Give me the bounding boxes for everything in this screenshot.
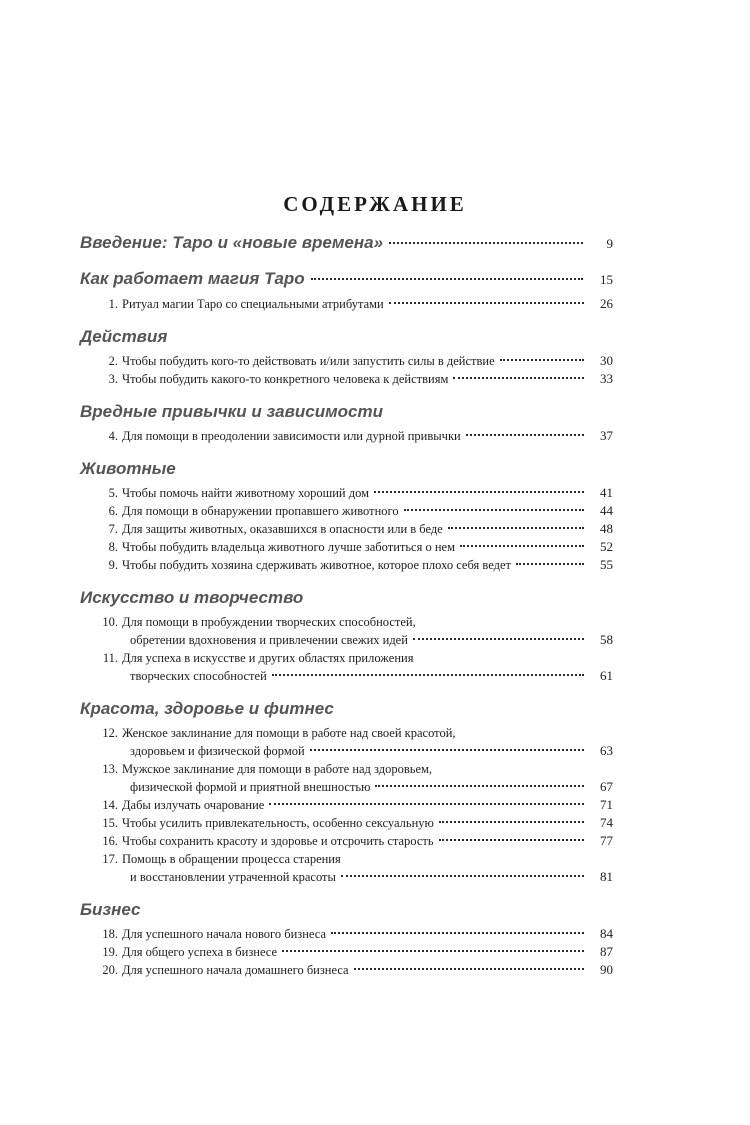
entry-line [80, 760, 613, 778]
dot-leader [375, 785, 584, 787]
toc-section [80, 232, 613, 255]
section-title: Бизнес [80, 900, 141, 919]
dot-leader [500, 359, 584, 361]
entry-line [80, 538, 613, 556]
entry-line [80, 667, 613, 685]
section-heading[interactable] [80, 268, 613, 291]
entry-number: 17. [102, 852, 118, 866]
entry-text: Чтобы помочь найти животному хороший дом [122, 486, 370, 500]
dot-leader [439, 821, 584, 823]
entry-text: Чтобы усилить привлекательность, особенно сексуальную [122, 816, 434, 830]
entry-line [80, 295, 613, 313]
entry-number: 3. [108, 372, 118, 386]
dot-leader [282, 950, 584, 952]
dot-leader [453, 377, 584, 379]
page-title: СОДЕРЖАНИЕ [283, 192, 467, 216]
entry-page-number: 26 [600, 296, 613, 311]
section-title: Вредные привычки и зависимости [80, 402, 384, 421]
entry-line [80, 943, 613, 961]
entry-page-number: 84 [600, 926, 613, 941]
entry-number: 5. [108, 486, 118, 500]
dot-leader [439, 839, 584, 841]
entry-text: Чтобы побудить владельца животного лучше заботиться о нем [122, 540, 455, 554]
entry-line [80, 502, 613, 520]
toc-entry[interactable] [80, 556, 613, 574]
entry-line [80, 868, 613, 886]
entry-line [80, 520, 613, 538]
section-heading[interactable] [80, 232, 613, 255]
toc-entry[interactable] [80, 649, 613, 685]
entry-line [80, 484, 613, 502]
entry-text: Мужское заклинание для помощи в работе над здоровьем, [122, 762, 433, 776]
entry-number: 9. [108, 558, 118, 572]
entry-number: 2. [108, 354, 118, 368]
entry-line [80, 814, 613, 832]
entry-page-number: 52 [600, 539, 613, 554]
toc-entry[interactable] [80, 427, 613, 445]
section-heading[interactable] [80, 458, 613, 480]
entry-number: 8. [108, 540, 118, 554]
entry-number: 12. [102, 726, 118, 740]
dot-leader [516, 563, 584, 565]
dot-leader [341, 875, 584, 877]
section-title: Животные [80, 459, 176, 478]
toc-entry[interactable] [80, 520, 613, 538]
entry-number: 13. [102, 762, 118, 776]
entry-page-number: 44 [600, 503, 613, 518]
dot-leader [374, 491, 584, 493]
entry-line [80, 649, 613, 667]
toc-section [80, 899, 613, 979]
toc-entry[interactable] [80, 760, 613, 796]
entry-page-number: 61 [600, 668, 613, 683]
entry-text: Чтобы побудить кого-то действовать и/или запустить силы в действие [122, 354, 495, 368]
dot-leader [354, 968, 584, 970]
entry-line [80, 352, 613, 370]
entry-text-continued: здоровьем и физической формой [130, 744, 305, 758]
toc-entry[interactable] [80, 850, 613, 886]
entry-number: 16. [102, 834, 118, 848]
section-heading[interactable] [80, 899, 613, 921]
toc-entry[interactable] [80, 502, 613, 520]
entry-text: Помощь в обращении процесса старения [122, 852, 341, 866]
section-title: Как работает магия Таро [80, 269, 305, 288]
dot-leader [269, 803, 584, 805]
entry-text-continued: и восстановлении утраченной красоты [130, 870, 336, 884]
section-title: Действия [80, 327, 168, 346]
dot-leader [448, 527, 584, 529]
entry-number: 6. [108, 504, 118, 518]
section-page-number: 9 [606, 236, 613, 251]
table-of-contents [80, 232, 613, 979]
entry-line [80, 724, 613, 742]
entry-text: Для защиты животных, оказавшихся в опасности или в беде [122, 522, 443, 536]
entry-line [80, 850, 613, 868]
dot-leader [404, 509, 584, 511]
dot-leader [389, 302, 584, 304]
entry-page-number: 41 [600, 485, 613, 500]
toc-section [80, 698, 613, 886]
entry-page-number: 33 [600, 371, 613, 386]
entry-line [80, 832, 613, 850]
entry-page-number: 74 [600, 815, 613, 830]
entry-text-continued: обретении вдохновения и привлечении свежих идей [130, 633, 408, 647]
entry-page-number: 37 [600, 428, 613, 443]
entry-text: Для успешного начала нового бизнеса [122, 927, 327, 941]
entry-number: 14. [102, 798, 118, 812]
dot-leader [311, 278, 583, 280]
toc-entry[interactable] [80, 832, 613, 850]
entry-text: Чтобы побудить какого-то конкретного человека к действиям [122, 372, 449, 386]
entry-number: 11. [102, 651, 118, 665]
toc-entry[interactable] [80, 943, 613, 961]
entry-line [80, 961, 613, 979]
entry-page-number: 81 [600, 869, 613, 884]
entry-text: Для помощи в обнаружении пропавшего животного [122, 504, 399, 518]
entry-number: 20. [102, 963, 118, 977]
toc-entry[interactable] [80, 295, 613, 313]
entry-text: Чтобы побудить хозяина сдерживать животное, которое плохо себя ведет [122, 558, 511, 572]
dot-leader [413, 638, 584, 640]
entry-number: 19. [102, 945, 118, 959]
toc-entry[interactable] [80, 796, 613, 814]
entry-line [80, 778, 613, 796]
section-title: Искусство и творчество [80, 588, 304, 607]
entry-number: 4. [108, 429, 118, 443]
entry-text: Для помощи в преодолении зависимости или дурной привычки [122, 429, 461, 443]
entry-line [80, 613, 613, 631]
entry-line [80, 925, 613, 943]
entry-number: 7. [108, 522, 118, 536]
entry-text: Дабы излучать очарование [122, 798, 265, 812]
toc-section [80, 268, 613, 313]
entry-line [80, 427, 613, 445]
section-title: Введение: Таро и «новые времена» [80, 233, 384, 252]
toc-entry[interactable] [80, 814, 613, 832]
entry-line [80, 556, 613, 574]
section-page-number: 15 [600, 272, 613, 287]
entry-line [80, 796, 613, 814]
entry-page-number: 58 [600, 632, 613, 647]
entry-text: Для успеха в искусстве и других областях приложения [122, 651, 414, 665]
entry-text-continued: физической формой и приятной внешностью [130, 780, 371, 794]
toc-entry[interactable] [80, 724, 613, 760]
entry-text: Для помощи в пробуждении творческих способностей, [122, 615, 416, 629]
toc-section [80, 587, 613, 685]
dot-leader [460, 545, 584, 547]
entry-number: 1. [108, 297, 118, 311]
entry-number: 18. [102, 927, 118, 941]
dot-leader [331, 932, 584, 934]
entry-page-number: 67 [600, 779, 613, 794]
entry-page-number: 63 [600, 743, 613, 758]
entry-text: Женское заклинание для помощи в работе над своей красотой, [122, 726, 456, 740]
toc-entry[interactable] [80, 352, 613, 370]
toc-entry[interactable] [80, 925, 613, 943]
toc-entry[interactable] [80, 484, 613, 502]
toc-section [80, 401, 613, 445]
entry-line [80, 631, 613, 649]
entry-text: Для общего успеха в бизнесе [122, 945, 278, 959]
entry-page-number: 90 [600, 962, 613, 977]
entry-page-number: 71 [600, 797, 613, 812]
section-heading[interactable] [80, 698, 613, 720]
entry-page-number: 30 [600, 353, 613, 368]
entry-number: 15. [102, 816, 118, 830]
entry-page-number: 48 [600, 521, 613, 536]
entry-number: 10. [102, 615, 118, 629]
entry-text: Ритуал магии Таро со специальными атрибутами [122, 297, 384, 311]
entry-line [80, 742, 613, 760]
toc-entry[interactable] [80, 613, 613, 649]
section-heading[interactable] [80, 587, 613, 609]
entry-text-continued: творческих способностей [130, 669, 267, 683]
dot-leader [389, 242, 583, 244]
entry-text: Для успешного начала домашнего бизнеса [122, 963, 349, 977]
dot-leader [310, 749, 584, 751]
toc-entry[interactable] [80, 538, 613, 556]
dot-leader [466, 434, 584, 436]
dot-leader [272, 674, 584, 676]
toc-entry[interactable] [80, 961, 613, 979]
section-title: Красота, здоровье и фитнес [80, 699, 334, 718]
section-heading[interactable] [80, 326, 613, 348]
entry-text: Чтобы сохранить красоту и здоровье и отсрочить старость [122, 834, 434, 848]
toc-section [80, 458, 613, 574]
section-heading[interactable] [80, 401, 613, 423]
entry-page-number: 77 [600, 833, 613, 848]
entry-line [80, 370, 613, 388]
toc-section [80, 326, 613, 388]
toc-entry[interactable] [80, 370, 613, 388]
entry-page-number: 87 [600, 944, 613, 959]
entry-page-number: 55 [600, 557, 613, 572]
